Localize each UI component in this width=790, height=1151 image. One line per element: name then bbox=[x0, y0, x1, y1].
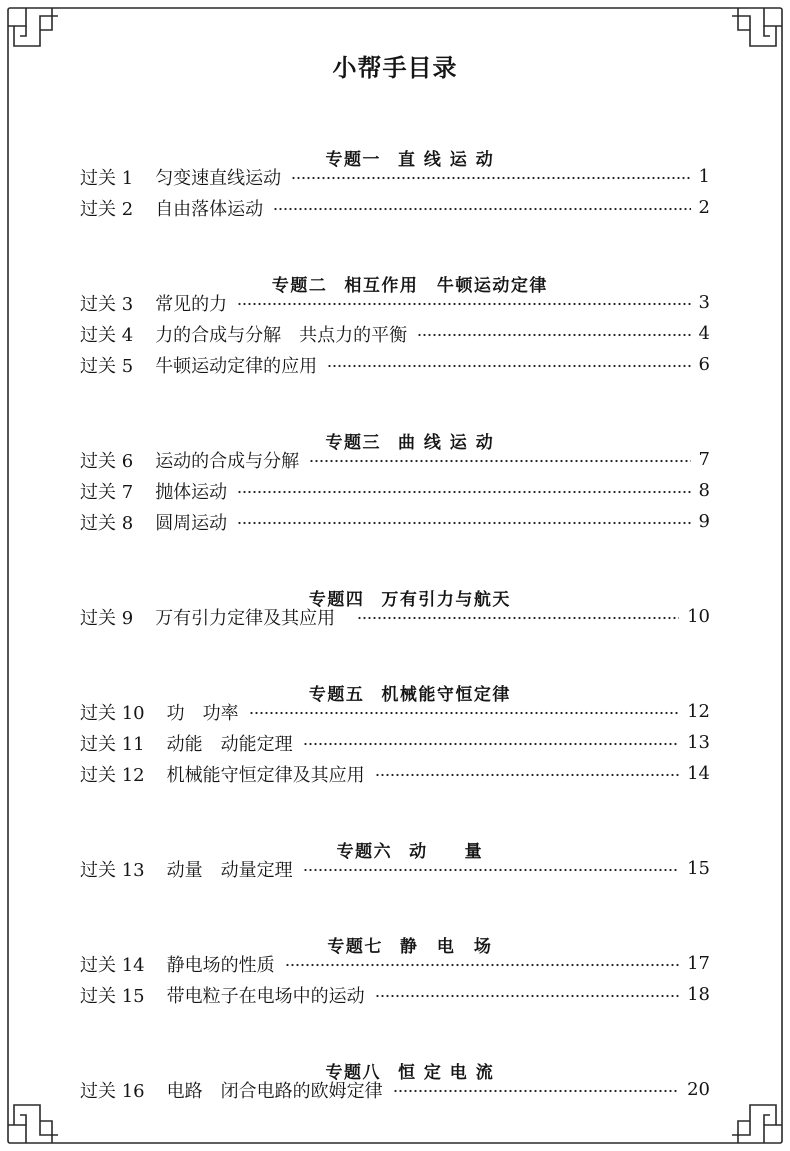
entry-page-number: 12 bbox=[687, 701, 710, 722]
entry-page-number: 3 bbox=[698, 292, 710, 313]
entry-label: 过关 2 bbox=[80, 198, 134, 220]
entry-label: 过关 14 bbox=[80, 954, 145, 976]
entry-label: 过关 16 bbox=[80, 1080, 145, 1102]
section-name: 动 量 bbox=[409, 842, 484, 862]
dot-leader bbox=[375, 994, 679, 998]
entry-label: 过关 6 bbox=[80, 450, 134, 472]
entry-label: 过关 10 bbox=[80, 702, 145, 724]
entry-label: 过关 1 bbox=[80, 167, 134, 189]
corner-ornament-top-left bbox=[8, 8, 58, 46]
section-label: 专题八 bbox=[325, 1063, 381, 1083]
section-label: 专题四 bbox=[308, 590, 365, 610]
toc-entry bbox=[80, 506, 710, 537]
dot-leader bbox=[309, 459, 690, 463]
section-name: 直 线 运 动 bbox=[397, 150, 495, 170]
section-heading bbox=[80, 1027, 710, 1083]
dot-leader bbox=[357, 616, 679, 620]
entry-page-number: 18 bbox=[687, 984, 710, 1005]
dot-leader bbox=[393, 1089, 679, 1093]
section-name: 静 电 场 bbox=[399, 937, 493, 957]
entry-title: 静电场的性质 bbox=[166, 954, 275, 976]
corner-ornament-bottom-right bbox=[732, 1105, 782, 1143]
entry-page-number: 7 bbox=[698, 449, 710, 470]
section-heading bbox=[80, 114, 710, 170]
entry-page-number: 9 bbox=[698, 511, 710, 532]
entry-title: 自由落体运动 bbox=[155, 198, 264, 220]
entry-page-number: 13 bbox=[687, 732, 710, 753]
section-label: 专题二 bbox=[271, 276, 328, 296]
section-heading bbox=[80, 240, 710, 296]
section-label: 专题七 bbox=[327, 937, 383, 957]
section-name: 机械能守恒定律 bbox=[381, 685, 511, 705]
entry-label: 过关 8 bbox=[80, 512, 134, 534]
dot-leader bbox=[375, 773, 679, 777]
section-name: 恒 定 电 流 bbox=[397, 1063, 495, 1083]
section-label: 专题三 bbox=[325, 433, 381, 453]
entry-title: 匀变速直线运动 bbox=[155, 167, 282, 189]
entry-label: 过关 9 bbox=[80, 607, 134, 629]
dot-leader bbox=[273, 207, 690, 211]
entry-label: 过关 15 bbox=[80, 985, 145, 1007]
dot-leader bbox=[327, 364, 690, 368]
entry-label: 过关 5 bbox=[80, 355, 134, 377]
entry-label: 过关 13 bbox=[80, 859, 145, 881]
section-heading bbox=[80, 649, 710, 705]
dot-leader bbox=[291, 176, 690, 180]
entry-title: 动能 动能定理 bbox=[166, 733, 293, 755]
dot-leader bbox=[237, 521, 690, 525]
page-title: 小帮手目录 bbox=[332, 53, 458, 82]
section-label: 专题一 bbox=[325, 150, 381, 170]
entry-title: 万有引力定律及其应用 bbox=[155, 607, 336, 629]
entry-title: 抛体运动 bbox=[155, 481, 228, 503]
entry-title: 力的合成与分解 共点力的平衡 bbox=[155, 324, 408, 346]
entry-page-number: 17 bbox=[687, 953, 710, 974]
entry-label: 过关 11 bbox=[80, 733, 145, 755]
corner-ornament-bottom-left bbox=[8, 1105, 58, 1143]
dot-leader bbox=[237, 490, 690, 494]
dot-leader bbox=[303, 742, 679, 746]
entry-title: 功 功率 bbox=[166, 702, 239, 724]
section-name: 万有引力与航天 bbox=[381, 590, 511, 610]
entry-title: 运动的合成与分解 bbox=[155, 450, 300, 472]
section-label: 专题五 bbox=[308, 685, 365, 705]
toc-entry bbox=[80, 318, 710, 349]
section-heading bbox=[80, 554, 710, 610]
section-heading bbox=[80, 397, 710, 453]
entry-label: 过关 3 bbox=[80, 293, 134, 315]
entry-page-number: 15 bbox=[687, 858, 710, 879]
entry-page-number: 2 bbox=[698, 197, 710, 218]
entry-page-number: 1 bbox=[698, 166, 710, 187]
dot-leader bbox=[249, 711, 679, 715]
section-label: 专题六 bbox=[336, 842, 393, 862]
entry-page-number: 4 bbox=[698, 323, 710, 344]
toc-entry bbox=[80, 758, 710, 789]
entry-label: 过关 12 bbox=[80, 764, 145, 786]
entry-page-number: 8 bbox=[698, 480, 710, 501]
entry-page-number: 10 bbox=[687, 606, 710, 627]
dot-leader bbox=[285, 963, 679, 967]
entry-label: 过关 7 bbox=[80, 481, 134, 503]
dot-leader bbox=[303, 868, 679, 872]
entry-page-number: 20 bbox=[687, 1079, 710, 1100]
corner-ornament-top-right bbox=[732, 8, 782, 46]
table-of-contents bbox=[80, 48, 710, 1105]
entry-title: 牛顿运动定律的应用 bbox=[155, 355, 318, 377]
entry-title: 动量 动量定理 bbox=[166, 859, 293, 881]
toc-entry bbox=[80, 349, 710, 380]
dot-leader bbox=[237, 302, 690, 306]
section-name: 曲 线 运 动 bbox=[397, 433, 495, 453]
entry-page-number: 14 bbox=[687, 763, 710, 784]
section-heading bbox=[80, 901, 710, 957]
section-name: 相互作用 牛顿运动定律 bbox=[344, 276, 548, 296]
entry-title: 常见的力 bbox=[155, 293, 228, 315]
entry-page-number: 6 bbox=[698, 354, 710, 375]
section-heading bbox=[80, 806, 710, 862]
entry-title: 圆周运动 bbox=[155, 512, 228, 534]
entry-title: 机械能守恒定律及其应用 bbox=[166, 764, 365, 786]
entry-label: 过关 4 bbox=[80, 324, 134, 346]
entry-title: 电路 闭合电路的欧姆定律 bbox=[166, 1080, 383, 1102]
dot-leader bbox=[417, 333, 690, 337]
entry-title: 带电粒子在电场中的运动 bbox=[166, 985, 365, 1007]
